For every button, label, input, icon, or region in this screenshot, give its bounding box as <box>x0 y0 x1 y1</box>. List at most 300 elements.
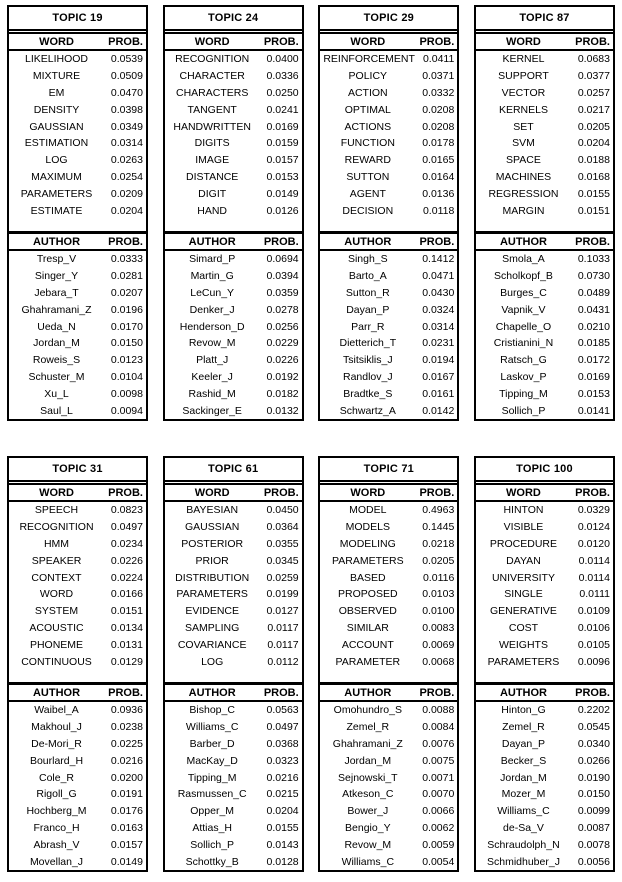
row-label: Cole_R <box>38 771 75 784</box>
word-column-header: WORD <box>194 486 230 499</box>
row-prob: 0.0142 <box>422 404 455 417</box>
row-label: ACOUSTIC <box>29 621 84 634</box>
row-prob: 0.0823 <box>110 504 143 517</box>
word-section <box>9 485 146 670</box>
topic-table <box>7 456 148 872</box>
topic-title: TOPIC 100 <box>476 458 613 485</box>
row-prob: 0.0208 <box>422 103 455 116</box>
row-prob: 0.0470 <box>110 86 143 99</box>
author-row <box>320 251 457 268</box>
word-row <box>320 85 457 102</box>
word-row <box>9 101 146 118</box>
author-row <box>165 251 302 268</box>
row-prob: 0.0099 <box>577 805 610 818</box>
row-prob: 0.0509 <box>110 70 143 83</box>
row-prob: 0.0094 <box>110 404 143 417</box>
author-row <box>9 736 146 753</box>
author-row <box>9 853 146 870</box>
row-label: Parr_R <box>351 320 385 333</box>
word-row <box>165 502 302 519</box>
row-label: PROCEDURE <box>489 537 558 550</box>
row-prob: 0.0178 <box>422 137 455 150</box>
row-label: PARAMETERS <box>176 588 248 601</box>
word-row <box>476 51 613 68</box>
word-row <box>9 85 146 102</box>
row-prob: 0.0134 <box>110 621 143 634</box>
word-rows <box>9 502 146 670</box>
author-section <box>9 231 146 419</box>
row-label: Ghahramani_Z <box>21 303 92 316</box>
author-row <box>320 786 457 803</box>
prob-column-header: PROB. <box>575 235 610 248</box>
section-spacer <box>476 670 613 682</box>
row-prob: 0.0176 <box>110 805 143 818</box>
word-row <box>476 118 613 135</box>
row-label: Movellan_J <box>29 855 84 868</box>
row-label: HANDWRITTEN <box>173 120 251 133</box>
row-label: Williams_C <box>341 855 395 868</box>
row-label: Rasmussen_C <box>177 788 247 801</box>
row-prob: 0.0359 <box>266 287 299 300</box>
row-prob: 0.0332 <box>422 86 455 99</box>
row-label: SYSTEM <box>34 605 79 618</box>
row-label: MacKay_D <box>186 754 238 767</box>
row-label: SAMPLING <box>185 621 240 634</box>
author-row <box>476 702 613 719</box>
row-label: Jebara_T <box>34 287 79 300</box>
row-prob: 0.0149 <box>110 855 143 868</box>
author-row <box>476 736 613 753</box>
row-prob: 0.0164 <box>422 170 455 183</box>
row-prob: 0.0163 <box>110 822 143 834</box>
word-row <box>9 51 146 68</box>
row-prob: 0.2202 <box>577 704 610 717</box>
row-prob: 0.0078 <box>577 838 610 851</box>
word-rows <box>165 502 302 670</box>
row-prob: 0.0169 <box>577 371 610 383</box>
word-row <box>165 51 302 68</box>
word-row <box>476 502 613 519</box>
word-row <box>9 152 146 169</box>
section-spacer <box>165 219 302 231</box>
author-column-header: AUTHOR <box>499 686 547 699</box>
row-label: TANGENT <box>187 103 237 116</box>
word-row <box>476 169 613 186</box>
row-prob: 0.0257 <box>577 86 610 99</box>
row-label: RECOGNITION <box>19 521 94 534</box>
row-label: MAXIMUM <box>31 170 82 183</box>
row-label: ESTIMATION <box>24 137 89 150</box>
row-label: Atkeson_C <box>342 788 394 801</box>
row-label: GAUSSIAN <box>185 521 240 534</box>
author-row <box>476 786 613 803</box>
author-row <box>165 820 302 837</box>
word-row <box>320 51 457 68</box>
row-label: GENERATIVE <box>490 605 557 618</box>
row-prob: 0.0217 <box>577 103 610 116</box>
row-prob: 0.0329 <box>577 504 610 517</box>
topic-title: TOPIC 24 <box>165 7 302 34</box>
word-row <box>9 68 146 85</box>
row-prob: 0.0188 <box>577 154 610 167</box>
word-row <box>320 169 457 186</box>
row-label: Zemel_R <box>346 721 390 734</box>
author-row <box>9 318 146 335</box>
row-prob: 0.0191 <box>110 788 143 801</box>
word-row <box>165 152 302 169</box>
prob-column-header: PROB. <box>419 235 455 248</box>
word-row <box>9 519 146 536</box>
topic-table <box>7 5 148 421</box>
word-row <box>9 603 146 620</box>
word-row <box>320 202 457 219</box>
row-prob: 0.0070 <box>422 788 455 801</box>
word-section <box>476 485 613 670</box>
row-prob: 0.0431 <box>577 303 610 316</box>
word-column-header: WORD <box>350 486 386 499</box>
word-row <box>165 536 302 553</box>
row-prob: 0.0324 <box>422 303 455 316</box>
author-table-header <box>165 685 302 702</box>
row-label: Williams_C <box>497 805 550 818</box>
author-column-header: AUTHOR <box>32 686 81 699</box>
row-label: Ratsch_G <box>500 354 547 367</box>
author-row <box>476 301 613 318</box>
author-row <box>165 786 302 803</box>
prob-column-header: PROB. <box>263 235 299 248</box>
author-row <box>476 853 613 870</box>
row-label: Sejnowski_T <box>338 771 398 784</box>
author-row <box>476 769 613 786</box>
topic-table <box>318 456 459 872</box>
row-label: Jordan_M <box>33 337 80 350</box>
row-prob: 0.0069 <box>422 638 455 651</box>
word-row <box>320 636 457 653</box>
row-label: Simard_P <box>189 253 236 266</box>
row-label: Attias_H <box>192 822 232 834</box>
author-row <box>165 702 302 719</box>
row-label: Schmidhuber_J <box>486 855 560 868</box>
row-label: Schuster_M <box>28 371 85 383</box>
author-rows <box>9 702 146 870</box>
row-label: Mozer_M <box>501 788 546 801</box>
word-table-header <box>320 34 457 51</box>
row-prob: 0.0159 <box>266 137 299 150</box>
row-prob: 0.0168 <box>577 170 610 183</box>
row-prob: 0.1445 <box>422 521 455 534</box>
author-table-header <box>476 685 613 702</box>
row-prob: 0.0076 <box>422 738 455 751</box>
row-label: MODEL <box>349 504 387 517</box>
author-row <box>320 853 457 870</box>
row-prob: 0.0103 <box>422 588 455 601</box>
row-prob: 0.0112 <box>267 655 299 668</box>
row-prob: 0.0314 <box>422 320 455 333</box>
row-label: SPEAKER <box>31 554 82 567</box>
row-prob: 0.0229 <box>266 337 299 350</box>
word-row <box>320 185 457 202</box>
row-label: SUPPORT <box>498 70 549 83</box>
row-prob: 0.0204 <box>266 805 299 818</box>
row-prob: 0.0131 <box>110 638 143 651</box>
row-label: Scholkopf_B <box>493 270 553 283</box>
word-row <box>320 653 457 670</box>
row-label: EVIDENCE <box>185 605 239 618</box>
word-row <box>320 536 457 553</box>
author-row <box>165 853 302 870</box>
author-row <box>9 702 146 719</box>
row-label: Roweis_S <box>32 354 81 367</box>
row-label: Chapelle_O <box>495 320 552 333</box>
author-row <box>476 402 613 419</box>
row-prob: 0.0185 <box>577 337 610 350</box>
row-label: MACHINES <box>495 170 552 183</box>
row-label: WORD <box>39 588 74 601</box>
author-row <box>9 402 146 419</box>
word-row <box>9 653 146 670</box>
author-row <box>9 786 146 803</box>
row-label: Denker_J <box>189 303 235 316</box>
author-row <box>165 719 302 736</box>
row-label: ACTIONS <box>344 120 392 133</box>
row-label: Vapnik_V <box>501 303 546 316</box>
row-prob: 0.0123 <box>110 354 143 367</box>
author-row <box>320 385 457 402</box>
word-row <box>320 603 457 620</box>
row-prob: 0.0151 <box>577 204 610 217</box>
author-rows <box>165 702 302 870</box>
row-prob: 0.0109 <box>577 605 610 618</box>
author-row <box>165 803 302 820</box>
topic-title: TOPIC 31 <box>9 458 146 485</box>
row-label: Hinton_G <box>501 704 546 717</box>
prob-column-header: PROB. <box>263 35 299 48</box>
row-prob: 0.0111 <box>579 588 610 601</box>
word-row <box>476 101 613 118</box>
row-label: Cristianini_N <box>493 337 554 350</box>
author-row <box>165 335 302 352</box>
row-prob: 0.0126 <box>266 204 299 217</box>
row-label: REINFORCEMENT <box>323 53 415 66</box>
word-row <box>476 620 613 637</box>
author-row <box>320 268 457 285</box>
word-row <box>320 552 457 569</box>
topic-table <box>474 456 615 872</box>
word-row <box>9 502 146 519</box>
row-label: SET <box>513 120 534 133</box>
row-label: Waibel_A <box>34 704 79 717</box>
row-prob: 0.0497 <box>266 721 299 734</box>
row-prob: 0.0259 <box>266 571 299 584</box>
row-prob: 0.0167 <box>422 371 455 383</box>
author-rows <box>476 702 613 870</box>
row-label: SIMILAR <box>346 621 389 634</box>
row-label: De-Mori_R <box>31 738 82 751</box>
row-prob: 0.0190 <box>577 771 610 784</box>
word-row <box>165 85 302 102</box>
row-label: PARAMETER <box>335 655 401 668</box>
row-label: Becker_S <box>500 754 547 767</box>
author-row <box>165 385 302 402</box>
topic-title: TOPIC 87 <box>476 7 613 34</box>
row-label: Dayan_P <box>346 303 390 316</box>
author-row <box>9 352 146 369</box>
word-row <box>476 603 613 620</box>
word-row <box>9 118 146 135</box>
row-prob: 0.0238 <box>110 721 143 734</box>
prob-column-header: PROB. <box>419 486 455 499</box>
word-section <box>476 34 613 219</box>
row-label: LeCun_Y <box>190 287 235 300</box>
row-prob: 0.0314 <box>110 137 143 150</box>
word-row <box>165 552 302 569</box>
word-row <box>476 653 613 670</box>
row-label: Williams_C <box>185 721 239 734</box>
word-column-header: WORD <box>350 35 386 48</box>
prob-column-header: PROB. <box>419 686 455 699</box>
row-prob: 0.0200 <box>110 771 143 784</box>
word-row <box>476 536 613 553</box>
row-label: Sackinger_E <box>182 404 242 417</box>
author-section <box>9 682 146 870</box>
word-table-header <box>9 34 146 51</box>
row-label: Burges_C <box>500 287 547 300</box>
author-row <box>476 803 613 820</box>
word-table-header <box>165 485 302 502</box>
word-column-header: WORD <box>39 35 74 48</box>
row-label: ACCOUNT <box>341 638 394 651</box>
word-column-header: WORD <box>39 486 74 499</box>
row-label: SINGLE <box>504 588 543 601</box>
row-prob: 0.0132 <box>266 404 299 417</box>
author-row <box>9 820 146 837</box>
row-prob: 0.0087 <box>577 822 610 834</box>
row-label: Bengio_Y <box>345 822 391 834</box>
word-row <box>9 636 146 653</box>
row-label: REGRESSION <box>488 187 559 200</box>
word-section <box>9 34 146 219</box>
author-row <box>476 335 613 352</box>
row-prob: 0.0210 <box>577 320 610 333</box>
author-rows <box>165 251 302 419</box>
word-row <box>165 603 302 620</box>
author-table-header <box>476 234 613 251</box>
author-row <box>320 736 457 753</box>
word-row <box>165 569 302 586</box>
row-label: Hochberg_M <box>26 805 87 818</box>
row-prob: 0.0127 <box>266 605 299 618</box>
word-row <box>9 135 146 152</box>
author-table-header <box>9 685 146 702</box>
row-label: KERNEL <box>502 53 545 66</box>
row-label: Randlov_J <box>343 371 393 383</box>
word-row <box>165 586 302 603</box>
row-prob: 0.0129 <box>110 655 143 668</box>
row-label: Schottky_B <box>185 855 239 868</box>
row-label: Barber_D <box>189 738 235 751</box>
row-label: Barto_A <box>348 270 387 283</box>
row-label: Bradtke_S <box>343 387 393 400</box>
row-prob: 0.0106 <box>577 621 610 634</box>
row-prob: 0.0377 <box>577 70 610 83</box>
row-label: DISTANCE <box>186 170 239 183</box>
word-row <box>476 68 613 85</box>
row-prob: 0.0563 <box>266 704 299 717</box>
row-prob: 0.0194 <box>422 354 455 367</box>
row-prob: 0.0199 <box>266 588 299 601</box>
row-prob: 0.0497 <box>110 521 143 534</box>
topic-title: TOPIC 19 <box>9 7 146 34</box>
word-row <box>320 502 457 519</box>
row-label: POSTERIOR <box>181 537 244 550</box>
row-prob: 0.0398 <box>110 103 143 116</box>
author-row <box>476 352 613 369</box>
row-label: Rigoll_G <box>36 788 77 801</box>
row-prob: 0.0263 <box>110 154 143 167</box>
author-row <box>320 301 457 318</box>
row-label: HINTON <box>503 504 544 517</box>
row-label: WEIGHTS <box>498 638 548 651</box>
row-prob: 0.0218 <box>422 537 455 550</box>
word-row <box>320 101 457 118</box>
row-prob: 0.0098 <box>110 387 143 400</box>
row-label: Dietterich_T <box>339 337 397 350</box>
author-row <box>320 402 457 419</box>
row-prob: 0.0349 <box>110 120 143 133</box>
row-prob: 0.0336 <box>266 70 299 83</box>
author-column-header: AUTHOR <box>32 235 81 248</box>
row-prob: 0.0155 <box>266 822 299 834</box>
row-label: PARAMETERS <box>332 554 404 567</box>
row-label: DIGIT <box>198 187 227 200</box>
word-row <box>320 118 457 135</box>
word-column-header: WORD <box>506 35 541 48</box>
row-prob: 0.0150 <box>577 788 610 801</box>
word-section <box>165 485 302 670</box>
row-prob: 0.0100 <box>422 605 455 618</box>
word-row <box>9 202 146 219</box>
word-rows <box>9 51 146 219</box>
row-prob: 0.0333 <box>110 253 143 266</box>
row-prob: 0.0116 <box>422 571 455 584</box>
row-prob: 0.0120 <box>577 537 610 550</box>
row-label: Tresp_V <box>36 253 77 266</box>
author-column-header: AUTHOR <box>188 235 236 248</box>
word-section <box>320 485 457 670</box>
word-row <box>165 68 302 85</box>
row-prob: 0.0450 <box>266 504 299 517</box>
row-label: SVM <box>512 137 535 150</box>
topic-title: TOPIC 71 <box>320 458 457 485</box>
row-label: Ueda_N <box>37 320 76 333</box>
row-prob: 0.0192 <box>266 371 299 383</box>
topic-table <box>163 5 304 421</box>
row-prob: 0.0153 <box>266 170 299 183</box>
author-row <box>476 318 613 335</box>
row-label: DIGITS <box>194 137 230 150</box>
prob-column-header: PROB. <box>575 35 610 48</box>
row-label: ESTIMATE <box>30 204 83 217</box>
row-prob: 0.0143 <box>266 838 299 851</box>
row-label: Sutton_R <box>345 287 390 300</box>
word-row <box>165 118 302 135</box>
row-prob: 0.0084 <box>422 721 455 734</box>
row-label: Henderson_D <box>179 320 245 333</box>
row-prob: 0.0394 <box>266 270 299 283</box>
author-row <box>9 769 146 786</box>
row-prob: 0.0345 <box>266 554 299 567</box>
row-label: Jordan_M <box>344 754 392 767</box>
